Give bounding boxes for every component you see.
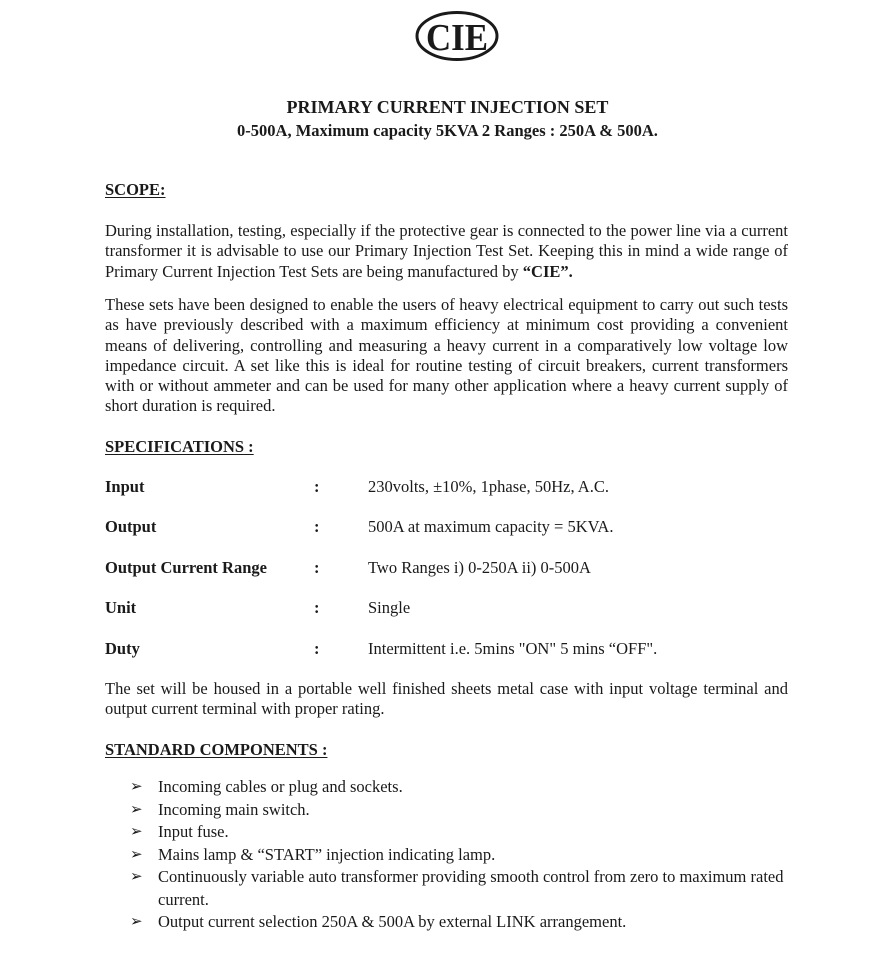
logo-text: CIE	[426, 17, 488, 59]
list-item	[130, 821, 790, 844]
list-item	[130, 866, 790, 911]
spec-row-output-current-range	[0, 558, 895, 580]
spec-value: Two Ranges i) 0-250A ii) 0-500A	[368, 558, 591, 577]
spec-label: Output	[105, 517, 157, 536]
document-title: PRIMARY CURRENT INJECTION SET	[286, 97, 609, 117]
document-subtitle: 0-500A, Maximum capacity 5KVA 2 Ranges : 250A & 500A.	[237, 121, 658, 140]
spec-colon: :	[314, 639, 320, 658]
list-item-text: Output current selection 250A & 500A by external LINK arrangement.	[158, 912, 627, 931]
spec-value: Single	[368, 598, 411, 617]
spec-label: Unit	[105, 598, 137, 617]
list-item	[130, 776, 790, 799]
specifications-heading: SPECIFICATIONS :	[105, 437, 254, 456]
spec-colon: :	[314, 598, 320, 617]
list-item-text: Continuously variable auto transformer providing smooth control from zero to maximum rated current.	[158, 867, 784, 909]
list-item-text: Mains lamp & “START” injection indicating lamp.	[158, 844, 496, 864]
arrowhead-bullet-icon: ➢	[130, 846, 143, 863]
arrowhead-bullet-icon: ➢	[130, 801, 143, 818]
spec-value: 500A at maximum capacity = 5KVA.	[368, 517, 614, 536]
arrowhead-bullet-icon: ➢	[130, 869, 143, 885]
standard-components-heading: STANDARD COMPONENTS :	[105, 740, 328, 759]
arrowhead-bullet-icon: ➢	[130, 779, 143, 795]
standard-components-list	[130, 776, 790, 934]
list-item-text: Incoming cables or plug and sockets.	[158, 777, 403, 796]
list-item-text: Input fuse.	[158, 822, 229, 841]
list-item	[130, 844, 790, 867]
spec-colon: :	[314, 477, 320, 496]
spec-label: Input	[105, 477, 145, 496]
scope-paragraph-1-emphasis: “CIE”.	[518, 261, 573, 281]
spec-colon: :	[314, 558, 320, 577]
list-item	[130, 911, 790, 934]
spec-row-input	[0, 477, 895, 499]
scope-paragraph-2: These sets have been designed to enable the users of heavy electrical equipment to carry out such tests as have previously described with a maximum efficiency at minimum cost providing a convenient means of delivering, controlling and measuring a heavy current in a comparatively low voltage low impedance circuit. A set like this is ideal for routine testing of circuit breakers, current transformers with or without ammeter and can be used for many other application where a heavy current supply of short duration is required.	[105, 295, 788, 416]
housing-note: The set will be housed in a portable well finished sheets metal case with input voltage terminal and output current terminal with proper rating.	[105, 679, 788, 719]
list-item-text: Incoming main switch.	[158, 799, 310, 819]
spec-value: Intermittent i.e. 5mins "ON" 5 mins “OFF".	[368, 639, 658, 658]
scope-paragraph-1	[105, 221, 788, 282]
scope-paragraph-1-text: During installation, testing, especially if the protective gear is connected to the power line via a current transformer it is advisable to use our Primary Injection Test Set. Keeping this in mind a wide range of Primary Current Injection Test Sets are being manufactured by	[105, 221, 788, 281]
spec-colon: :	[314, 517, 320, 536]
spec-row-output	[0, 517, 895, 539]
arrowhead-bullet-icon: ➢	[130, 914, 143, 930]
scope-heading: SCOPE:	[105, 180, 166, 199]
spec-label: Duty	[105, 639, 140, 658]
arrowhead-bullet-icon: ➢	[130, 824, 143, 840]
spec-row-duty	[0, 639, 895, 661]
spec-row-unit	[0, 598, 895, 620]
spec-label: Output Current Range	[105, 558, 267, 577]
spec-value: 230volts, ±10%, 1phase, 50Hz, A.C.	[368, 477, 609, 496]
cie-logo	[415, 10, 499, 62]
list-item	[130, 799, 790, 822]
